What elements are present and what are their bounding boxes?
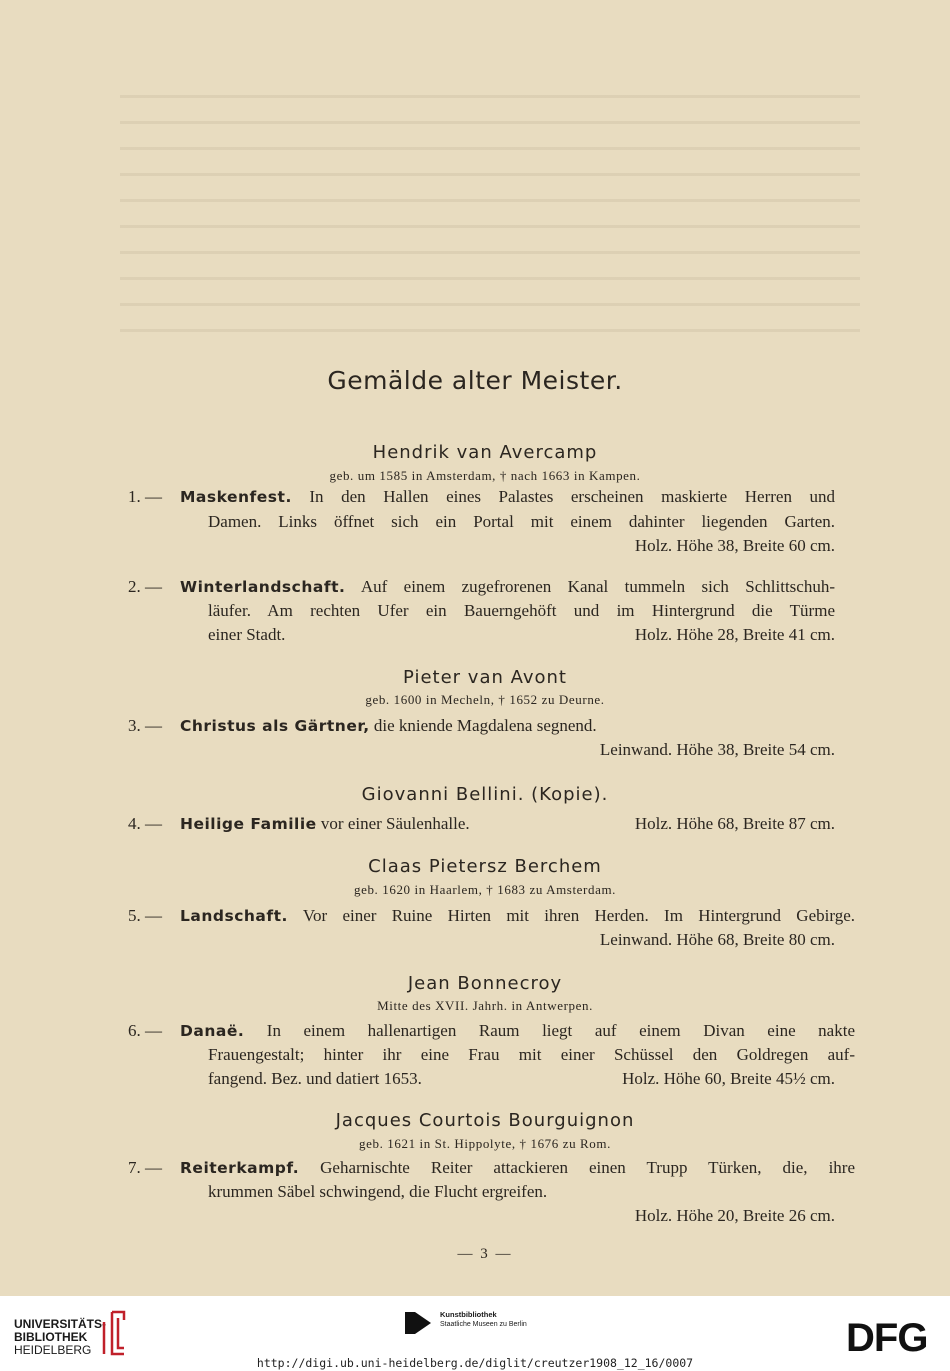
item-title: Heilige Familie — [180, 815, 317, 833]
artist-bio: geb. um 1585 in Amsterdam, † nach 1663 in Kampen. — [329, 468, 641, 483]
item-text: vor einer Säulenhalle. — [320, 814, 470, 833]
kb-line: Kunstbibliothek — [440, 1310, 497, 1319]
artist-bio: Mitte des XVII. Jahrh. in Antwerpen. — [377, 998, 593, 1013]
item-number: 7. — — [128, 1158, 162, 1177]
artist-name: Giovanni Bellini. (Kopie). — [361, 784, 609, 805]
kb-line: Staatliche Museen zu Berlin — [440, 1321, 527, 1328]
item-number: 5. — — [128, 906, 162, 925]
item-line — [180, 814, 470, 834]
item-measure: Leinwand. Höhe 38, Breite 54 cm. — [599, 740, 835, 759]
item-number: 1. — — [128, 487, 162, 506]
item-text: die kniende Magdalena segnend. — [373, 716, 597, 735]
page-title: Gemälde alter Meister. — [327, 366, 623, 395]
dfg-logo[interactable]: DFG — [846, 1316, 928, 1360]
library-line: BIBLIOTHEK — [14, 1330, 88, 1344]
artist-bio: geb. 1621 in St. Hippolyte, † 1676 zu Rom. — [359, 1136, 611, 1151]
item-title: Landschaft. — [180, 907, 288, 925]
library-line: HEIDELBERG — [14, 1343, 92, 1357]
kunstbibliothek-logo-icon — [403, 1309, 433, 1337]
university-library-label[interactable] — [14, 1318, 106, 1357]
item-title: Maskenfest. — [180, 488, 292, 506]
item-title: Christus als Gärtner, — [180, 717, 370, 735]
item-line: Damen. Links öffnet sich ein Portal mit einem dahinter liegenden Garten. — [208, 512, 835, 531]
item-measure: Holz. Höhe 28, Breite 41 cm. — [634, 625, 835, 644]
artist-name: Hendrik van Avercamp — [372, 442, 598, 463]
item-line — [180, 716, 597, 736]
item-text: In den Hallen eines Palastes erscheinen maskierte Herren und — [309, 487, 835, 506]
item-title: Reiterkampf. — [180, 1159, 300, 1177]
artist-name: Jean Bonnecroy — [407, 973, 563, 994]
item-measure: Holz. Höhe 68, Breite 87 cm. — [634, 814, 835, 833]
artist-bio: geb. 1620 in Haarlem, † 1683 zu Amsterdam. — [353, 882, 617, 897]
item-measure: Holz. Höhe 20, Breite 26 cm. — [634, 1206, 835, 1225]
item-measure: Holz. Höhe 38, Breite 60 cm. — [634, 536, 835, 555]
item-number: 6. — — [128, 1021, 162, 1040]
library-line: UNIVERSITÄTS- — [14, 1317, 107, 1331]
item-line: Frauengestalt; hinter ihr eine Frau mit einer Schüssel den Goldregen auf- — [208, 1045, 855, 1064]
item-text: Vor einer Ruine Hirten mit ihren Herden. Im Hintergrund Gebirge. — [302, 906, 855, 925]
page-number: — 3 — — [457, 1246, 513, 1262]
artist-bio: geb. 1600 in Mecheln, † 1652 zu Deurne. — [365, 692, 605, 707]
item-line — [180, 1158, 855, 1178]
item-text: In einem hallenartigen Raum liegt auf einem Divan eine nakte — [266, 1021, 855, 1040]
item-number: 3. — — [128, 716, 162, 735]
item-number: 2. — — [128, 577, 162, 596]
item-line: einer Stadt. — [208, 625, 286, 644]
item-line: fangend. Bez. und datiert 1653. — [208, 1069, 422, 1088]
item-line — [180, 577, 835, 597]
item-line — [180, 1021, 855, 1041]
item-measure: Leinwand. Höhe 68, Breite 80 cm. — [599, 930, 835, 949]
item-title: Danaë. — [180, 1022, 245, 1040]
kunstbibliothek-label[interactable] — [440, 1310, 527, 1329]
artist-name: Jacques Courtois Bourguignon — [335, 1110, 635, 1131]
item-number: 4. — — [128, 814, 162, 833]
item-text: Geharnischte Reiter attackieren einen Trupp Türken, die, ihre — [320, 1158, 856, 1177]
item-line: läufer. Am rechten Ufer ein Bauerngehöft und im Hintergrund die Türme — [208, 601, 835, 620]
show-through-text — [120, 95, 860, 345]
item-line: krummen Säbel schwingend, die Flucht ergreifen. — [208, 1182, 548, 1201]
item-title: Winterlandschaft. — [180, 578, 346, 596]
item-line — [180, 487, 835, 507]
artist-name: Claas Pietersz Berchem — [368, 856, 602, 877]
source-url[interactable]: http://digi.ub.uni-heidelberg.de/diglit/creutzer1908_12_16/0007 — [256, 1356, 694, 1370]
ub-heidelberg-logo-icon — [98, 1308, 128, 1358]
item-measure: Holz. Höhe 60, Breite 45½ cm. — [622, 1069, 835, 1088]
item-line — [180, 906, 855, 926]
artist-name: Pieter van Avont — [403, 667, 567, 688]
item-text: Auf einem zugefrorenen Kanal tummeln sich Schlittschuh- — [360, 577, 835, 596]
